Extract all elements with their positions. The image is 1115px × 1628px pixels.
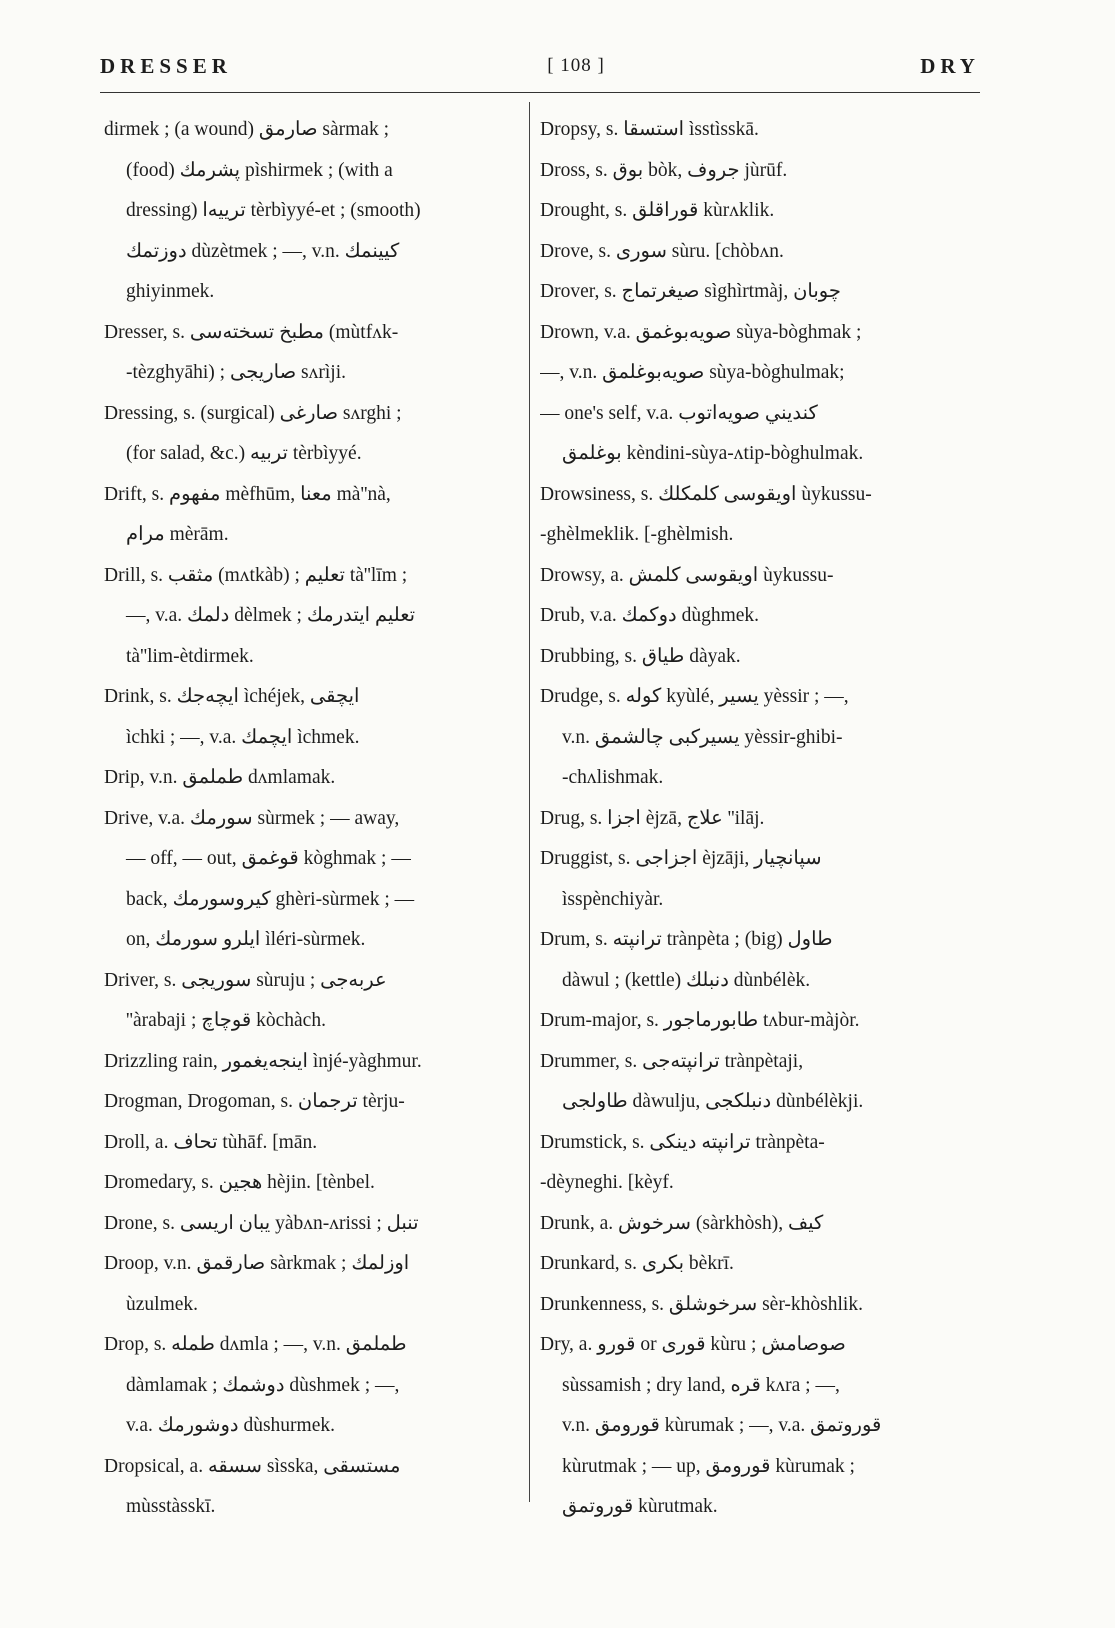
entry-line: Drum-major, s. طابورماجور tʌbur-màjòr.: [540, 1010, 860, 1031]
entry-line: طاولجى dàwulju, دنبلكجى dùnbélèkji.: [562, 1091, 864, 1112]
entry-line: Droop, v.n. صارقمق sàrkmak ; اوزلمك: [104, 1253, 410, 1274]
entry-line: ìsspènchiyàr.: [562, 888, 664, 910]
entry-line: Dry, a. قورو or قورى kùru ; صوصامش: [540, 1334, 846, 1355]
entry-line: (for salad, &c.) تربيه tèrbìyyé.: [126, 443, 362, 464]
entry-line: Drop, s. طمله dʌmla ; —, v.n. طملمق: [104, 1334, 407, 1355]
entry-line: tà''lim-ètdirmek.: [126, 645, 254, 667]
entry-line: Drubbing, s. طياق dàyak.: [540, 645, 741, 667]
entry-line: Drub, v.a. دوكمك dùghmek.: [540, 605, 760, 626]
entry-line: Drug, s. اجزا èjzā, علاج ''ilāj.: [540, 807, 765, 829]
entry-line: Dromedary, s. هجين hèjin. [tènbel.: [104, 1172, 375, 1193]
entry-line: Drum, s. ترانپته trànpèta ; (big) طاول: [540, 929, 833, 950]
entry-line: —, v.a. دلمك dèlmek ; تعليم ايتدرمك: [126, 605, 416, 626]
entry-line: Droll, a. تحاف tùhāf. [mān.: [104, 1131, 318, 1153]
entry-line: دوزتمك dùzètmek ; —, v.n. كيينمك: [126, 240, 400, 262]
entry-line: Drumstick, s. ترانپته دينكى trànpèta-: [540, 1131, 825, 1153]
left-column: [104, 110, 514, 1528]
entry-line: Drill, s. مثقب (mʌtkàb) ; تعليم tà''līm ;: [104, 564, 408, 586]
entry-line: قوروتمق kùrutmak.: [562, 1496, 718, 1517]
entry-line: -chʌlishmak.: [562, 767, 664, 788]
entry-line: Druggist, s. اجزاجى èjzāji, سپانچيار: [540, 848, 822, 869]
entry-line: mùsstàsskī.: [126, 1496, 216, 1517]
entry-line: Dross, s. بوق bòk, جروف jùrūf.: [540, 159, 788, 181]
entry-line: — off, — out, قوغمق kòghmak ; —: [126, 848, 411, 869]
entry-line: ghiyinmek.: [126, 281, 215, 302]
entry-line: Drogman, Drogoman, s. ترجمان tèrju-: [104, 1091, 405, 1112]
entry-line: dressing) ترييه‌ا tèrbìyyé-et ; (smooth): [126, 200, 421, 221]
entry-line: Drunkard, s. بكرى bèkrī.: [540, 1253, 734, 1274]
entry-line: back, كيروسورمك ghèri-sùrmek ; —: [126, 888, 415, 910]
entry-line: Dressing, s. (surgical) صارغى sʌrghi ;: [104, 402, 402, 424]
page-header: [100, 46, 980, 86]
entry-line: v.a. دوشورمك dùshurmek.: [126, 1415, 335, 1436]
entry-line: Dropsy, s. استسقا ìsstìsskā.: [540, 119, 759, 140]
entry-line: -dèyneghi. [kèyf.: [540, 1172, 674, 1193]
entry-line: dàwul ; (kettle) دنبلك dùnbélèk.: [562, 969, 811, 991]
entry-line: Drudge, s. كوله kyùlé, يسير yèssir ; —,: [540, 686, 849, 707]
entry-line: (food) پشرمك pìshirmek ; (with a: [126, 159, 393, 181]
entry-line: -tèzghyāhi) ; صاريجى sʌrìji.: [126, 362, 346, 383]
entry-line: Drought, s. قوراقلق kùrʌklik.: [540, 200, 775, 221]
entry-line: Dropsical, a. سسقه sìsska, مستسقى: [104, 1455, 401, 1477]
entry-line: Drown, v.a. صويه‌بوغمق sùya-bòghmak ;: [540, 321, 862, 343]
entry-line: v.n. يسيركبى چالشمق yèssir-ghibi-: [562, 726, 843, 748]
entry-line: Drip, v.n. طملمق dʌmlamak.: [104, 767, 336, 788]
entry-line: Drunkenness, s. سرخوشلق sèr-khòshlik.: [540, 1293, 863, 1315]
entry-line: —, v.n. صويه‌بوغلمق sùya-bòghulmak;: [540, 362, 845, 383]
entry-line: ùzulmek.: [126, 1293, 199, 1315]
entry-line: Drowsiness, s. اويقوسى كلمكلك ùykussu-: [540, 483, 872, 505]
entry-line: v.n. قورومق kùrumak ; —, v.a. قوروتمق: [562, 1415, 882, 1436]
entry-line: Drive, v.a. سورمك sùrmek ; — away,: [104, 807, 400, 829]
entry-line: Drummer, s. ترانپته‌جى trànpètaji,: [540, 1050, 804, 1072]
page-number: [ 108 ]: [547, 55, 605, 76]
entry-line: on, ايلرو سورمك ìléri-sùrmek.: [126, 929, 366, 950]
entry-line: بوغلمق kèndini-sùya-ʌtip-bòghulmak.: [562, 443, 864, 464]
entry-line: Drowsy, a. اويقوسى كلمش ùykussu-: [540, 564, 834, 586]
entry-line: Driver, s. سوريجى sùruju ; عربه‌جى: [104, 969, 387, 991]
entry-line: Drizzling rain, اينجه‌يغمور ìnjé-yàghmur.: [104, 1050, 422, 1072]
header-rule: [100, 92, 980, 93]
entry-line: — one's self, v.a. كنديني صويه‌اتوب: [540, 402, 818, 424]
entry-line: dirmek ; (a wound) صارمق sàrmak ;: [104, 119, 389, 140]
entry-line: ''àrabaji ; قوچاچ kòchàch.: [126, 1010, 326, 1031]
entry-line: -ghèlmeklik. [-ghèlmish.: [540, 524, 734, 545]
entry-line: Drink, s. ايچه‌جك ìchéjek, ايچقى: [104, 686, 360, 707]
entry-line: Drunk, a. سرخوش (sàrkhòsh), كيف: [540, 1212, 824, 1234]
entry-line: kùrutmak ; — up, قورومق kùrumak ;: [562, 1455, 855, 1477]
right-column: [540, 110, 980, 1528]
entry-line: مرام mèrām.: [126, 524, 229, 545]
entry-line: Drove, s. سورى sùru. [chòbʌn.: [540, 240, 784, 262]
entry-line: ìchki ; —, v.a. ايچمك ìchmek.: [126, 726, 360, 748]
column-divider: [529, 102, 530, 1502]
entry-line: sùssamish ; dry land, قره kʌra ; —,: [562, 1374, 840, 1396]
entry-line: dàmlamak ; دوشمك dùshmek ; —,: [126, 1374, 400, 1396]
entry-line: Drift, s. مفهوم mèfhūm, معنا mà''nà,: [104, 483, 391, 505]
left-guide-word: DRESSER: [100, 53, 232, 78]
entry-line: Drover, s. صيغرتماج sìghìrtmàj, چوبان: [540, 281, 841, 302]
entry-line: Dresser, s. مطبخ تسخته‌سى (mùtfʌk-: [104, 321, 399, 343]
entry-line: Drone, s. يبان اريسى yàbʌn-ʌrissi ; تنبل: [104, 1212, 419, 1234]
right-guide-word: DRY: [920, 53, 980, 78]
